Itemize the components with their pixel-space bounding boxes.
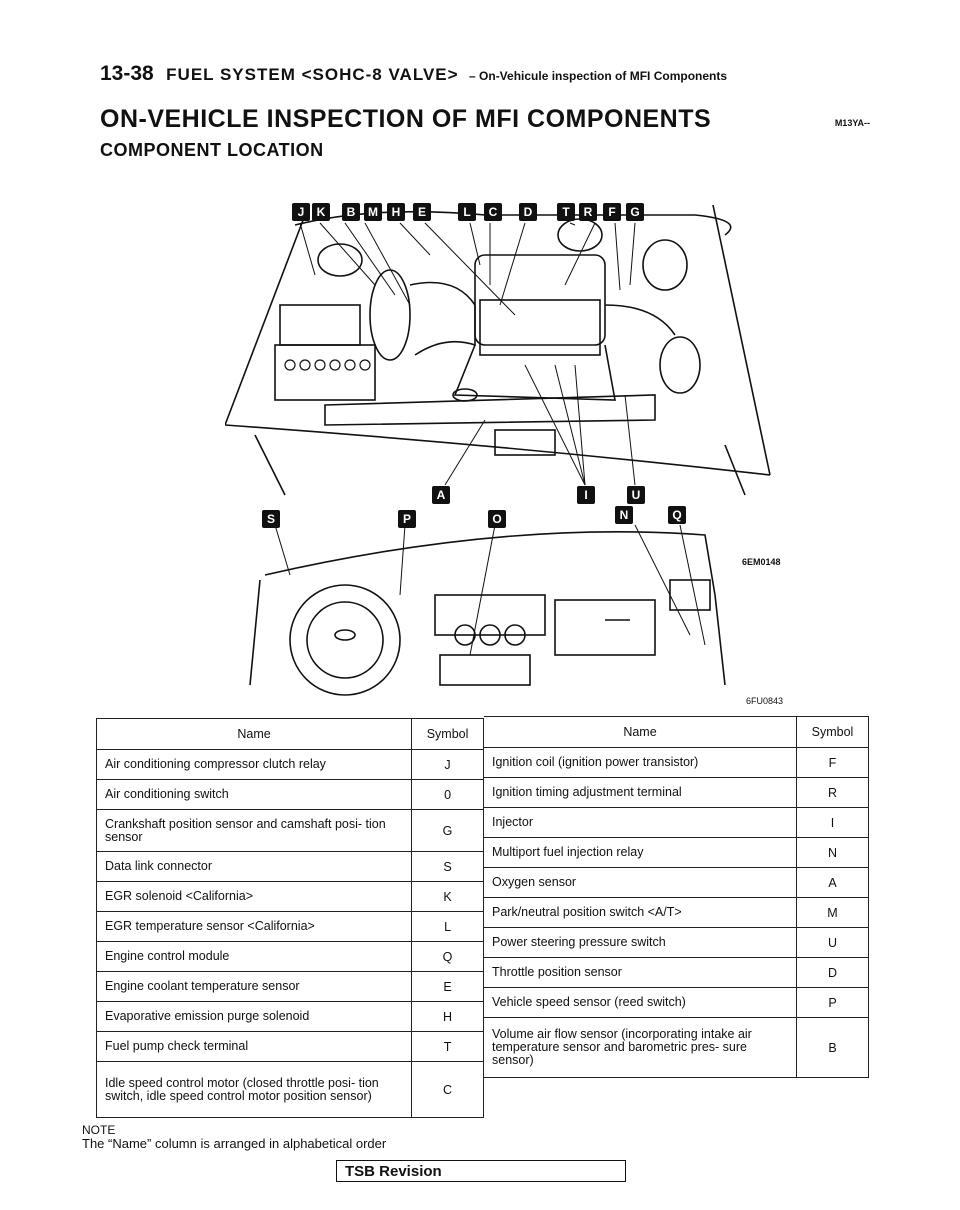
callout-r: R <box>579 203 597 221</box>
component-name: Power steering pressure switch <box>484 928 797 958</box>
component-symbol: M <box>797 898 869 928</box>
table-row <box>484 808 869 838</box>
component-symbol: N <box>797 838 869 868</box>
callout-t: T <box>557 203 575 221</box>
figure-code-engine: 6EM0148 <box>742 557 781 567</box>
callout-j: J <box>292 203 310 221</box>
callout-a: A <box>432 486 450 504</box>
component-name: Park/neutral position switch <A/T> <box>484 898 797 928</box>
subsection-title: – On-Vehicule inspection of MFI Components <box>469 69 728 83</box>
callout-m: M <box>364 203 382 221</box>
component-symbol: F <box>797 748 869 778</box>
callout-s: S <box>262 510 280 528</box>
reference-code: M13YA-- <box>834 118 870 128</box>
figure-code-dash: 6FU0843 <box>746 696 784 706</box>
callout-n: N <box>615 506 633 524</box>
column-header-name: Name <box>484 717 797 748</box>
table-row <box>97 780 484 810</box>
component-name: Ignition timing adjustment terminal <box>484 778 797 808</box>
component-name: Engine coolant temperature sensor <box>97 972 412 1002</box>
component-symbol: 0 <box>412 780 484 810</box>
table-row <box>97 1062 484 1118</box>
table-row <box>97 882 484 912</box>
component-symbol: B <box>797 1018 869 1078</box>
component-name: Ignition coil (ignition power transistor) <box>484 748 797 778</box>
component-name: Fuel pump check terminal <box>97 1032 412 1062</box>
callout-k: K <box>312 203 330 221</box>
component-location-diagram <box>225 195 785 705</box>
component-name: Engine control module <box>97 942 412 972</box>
component-name: Throttle position sensor <box>484 958 797 988</box>
component-table-right <box>484 716 869 1078</box>
component-name: Vehicle speed sensor (reed switch) <box>484 988 797 1018</box>
table-row <box>97 810 484 852</box>
callout-u: U <box>627 486 645 504</box>
table-row <box>484 958 869 988</box>
column-header-symbol: Symbol <box>412 719 484 750</box>
callout-d: D <box>519 203 537 221</box>
component-symbol: L <box>412 912 484 942</box>
table-row <box>97 912 484 942</box>
callout-b: B <box>342 203 360 221</box>
page-title: ON-VEHICLE INSPECTION OF MFI COMPONENTS <box>100 105 712 133</box>
section-title: FUEL SYSTEM <SOHC-8 VALVE> <box>166 65 459 84</box>
component-symbol: E <box>412 972 484 1002</box>
callout-i: I <box>577 486 595 504</box>
component-symbol: J <box>412 750 484 780</box>
component-name: Crankshaft position sensor and camshaft posi- tion sensor <box>97 810 412 852</box>
note-text: The “Name” column is arranged in alphabetical order <box>82 1136 387 1151</box>
component-symbol: S <box>412 852 484 882</box>
component-name: Evaporative emission purge solenoid <box>97 1002 412 1032</box>
component-name: Data link connector <box>97 852 412 882</box>
table-row <box>484 898 869 928</box>
component-symbol: K <box>412 882 484 912</box>
component-table-left <box>96 718 484 1118</box>
table-row <box>484 838 869 868</box>
table-row <box>97 972 484 1002</box>
table-row <box>484 778 869 808</box>
component-name: Volume air flow sensor (incorporating intake air temperature sensor and barometric pres- sure sensor) <box>484 1018 797 1078</box>
component-symbol: D <box>797 958 869 988</box>
table-row <box>484 928 869 958</box>
component-symbol: P <box>797 988 869 1018</box>
table-row <box>484 1018 869 1078</box>
component-symbol: G <box>412 810 484 852</box>
component-symbol: A <box>797 868 869 898</box>
component-name: EGR temperature sensor <California> <box>97 912 412 942</box>
component-name: Oxygen sensor <box>484 868 797 898</box>
section-subtitle: COMPONENT LOCATION <box>100 140 324 160</box>
component-symbol: T <box>412 1032 484 1062</box>
component-symbol: I <box>797 808 869 838</box>
table-row <box>97 750 484 780</box>
tsb-revision-box: TSB Revision <box>336 1160 626 1182</box>
table-row <box>97 1002 484 1032</box>
page-header <box>100 62 727 86</box>
table-row <box>484 988 869 1018</box>
component-name: Injector <box>484 808 797 838</box>
callout-e: E <box>413 203 431 221</box>
component-symbol: Q <box>412 942 484 972</box>
component-symbol: R <box>797 778 869 808</box>
callout-f: F <box>603 203 621 221</box>
callout-l: L <box>458 203 476 221</box>
table-row <box>97 852 484 882</box>
component-name: Multiport fuel injection relay <box>484 838 797 868</box>
column-header-name: Name <box>97 719 412 750</box>
table-row <box>484 748 869 778</box>
callout-o: O <box>488 510 506 528</box>
note-heading: NOTE <box>82 1123 116 1137</box>
callout-q: Q <box>668 506 686 524</box>
callout-g: G <box>626 203 644 221</box>
page-number: 13-38 <box>100 62 154 85</box>
component-name: EGR solenoid <California> <box>97 882 412 912</box>
table-row <box>484 868 869 898</box>
component-name: Air conditioning switch <box>97 780 412 810</box>
callout-p: P <box>398 510 416 528</box>
component-symbol: H <box>412 1002 484 1032</box>
component-name: Idle speed control motor (closed throttle posi- tion switch, idle speed control motor position sensor) <box>97 1062 412 1118</box>
component-symbol: C <box>412 1062 484 1118</box>
table-row <box>97 942 484 972</box>
table-row <box>97 1032 484 1062</box>
component-symbol: U <box>797 928 869 958</box>
component-name: Air conditioning compressor clutch relay <box>97 750 412 780</box>
callout-c: C <box>484 203 502 221</box>
column-header-symbol: Symbol <box>797 717 869 748</box>
callout-h: H <box>387 203 405 221</box>
